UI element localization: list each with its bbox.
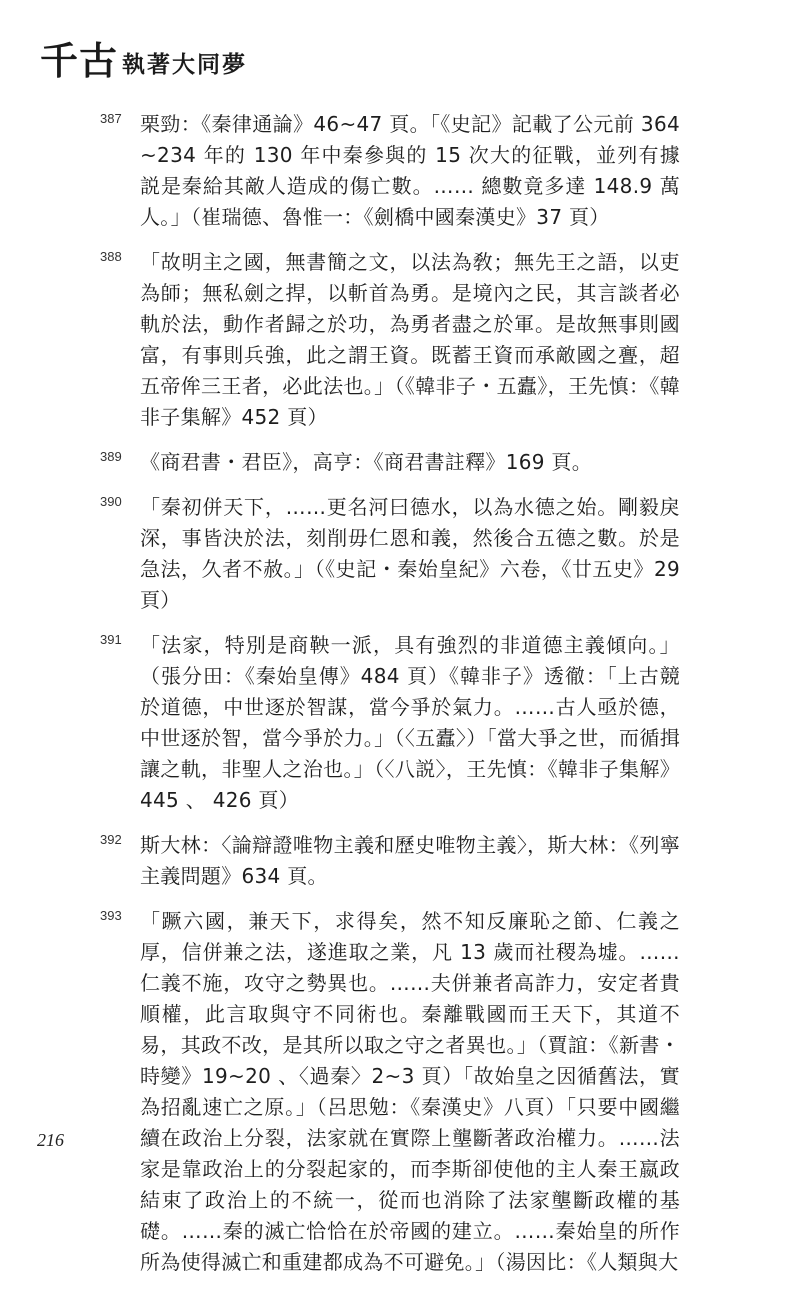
- footnote: [100, 906, 680, 1278]
- footnote: [100, 630, 680, 816]
- footnote-number: 389: [100, 449, 122, 464]
- header-title-small: 執著大同夢: [122, 51, 248, 78]
- footnote-number: 392: [100, 832, 122, 847]
- header-title-large: 千古: [40, 38, 119, 83]
- footnote: [100, 830, 680, 892]
- footnote-list: [100, 109, 680, 1292]
- footnote-text: 「蹶六國，兼天下，求得矣，然不知反廉恥之節、仁義之厚，信併兼之法，遂進取之業，凡 13 歲而社稷為墟。……仁義不施，攻守之勢異也。……夫併兼者高詐力，安定者貴順權，此言取與守不同術也。秦離戰國而王天下，其道不易，其政不改，是其所以取之守之者異也。」（賈誼：《新書・時變》19~20 、〈過秦〉2~3 頁）「故始皇之因循舊法，實為招亂速亡之原。」（呂思勉：《秦漢史》八頁）「只要中國繼續在政治上分裂，法家就在實際上壟斷著政治權力。……法家是靠政治上的分裂起家的，而李斯卻使他的主人秦王嬴政結束了政治上的不統一，從而也消除了法家壟斷政權的基礎。……秦的滅亡恰恰在於帝國的建立。……秦始皇的所作所為使得滅亡和重建都成為不可避免。」（湯因比：《人類與大: [140, 909, 680, 1274]
- page-number: 216: [37, 1130, 64, 1150]
- footnote-text: 栗勁：《秦律通論》46~47 頁。「《史記》記載了公元前 364~234 年的 130 年中秦參與的 15 次大的征戰，並列有據説是秦給其敵人造成的傷亡數。…… 總數竟多達 148.9 萬人。」（崔瑞德、魯惟一：《劍橋中國秦漢史》37 頁）: [140, 112, 680, 229]
- footnote: [100, 447, 680, 478]
- footnote-text: 《商君書・君臣》，高亨：《商君書註釋》169 頁。: [140, 450, 593, 474]
- footnote-text: 「法家，特別是商鞅一派，具有強烈的非道德主義傾向。」（張分田：《秦始皇傳》484 頁）《韓非子》透徹：「上古競於道德，中世逐於智謀，當今爭於氣力。……古人亟於德，中世逐於智，當今爭於力。」（〈五蠹〉）「當大爭之世，而循揖讓之軌，非聖人之治也。」（〈八説〉，王先慎：《韓非子集解》445 、 426 頁）: [140, 633, 680, 812]
- footnote-text: 「秦初併天下，……更名河曰德水，以為水德之始。剛毅戾深，事皆決於法，刻削毋仁恩和義，然後合五德之數。於是急法，久者不赦。」（《史記・秦始皇紀》六卷，《廿五史》29 頁）: [140, 495, 680, 612]
- footnote-number: 391: [100, 632, 122, 647]
- running-header: [40, 34, 247, 84]
- footnote-number: 387: [100, 111, 122, 126]
- footnote: [100, 492, 680, 616]
- footnote-number: 390: [100, 494, 122, 509]
- footnote: [100, 247, 680, 433]
- footnote-text: 「故明主之國，無書簡之文，以法為敎；無先王之語，以吏為師；無私劍之捍，以斬首為勇。是境內之民，其言談者必軌於法，動作者歸之於功，為勇者盡之於軍。是故無事則國富，有事則兵強，此之謂王資。既蓄王資而承敵國之亹，超五帝侔三王者，必此法也。」（《韓非子・五蠹》，王先慎：《韓非子集解》452 頁）: [140, 250, 680, 429]
- footnote-number: 393: [100, 908, 122, 923]
- footnote: [100, 109, 680, 233]
- footnote-text: 斯大林：〈論辯證唯物主義和歷史唯物主義〉，斯大林：《列寧主義問題》634 頁。: [140, 833, 680, 888]
- footnote-number: 388: [100, 249, 122, 264]
